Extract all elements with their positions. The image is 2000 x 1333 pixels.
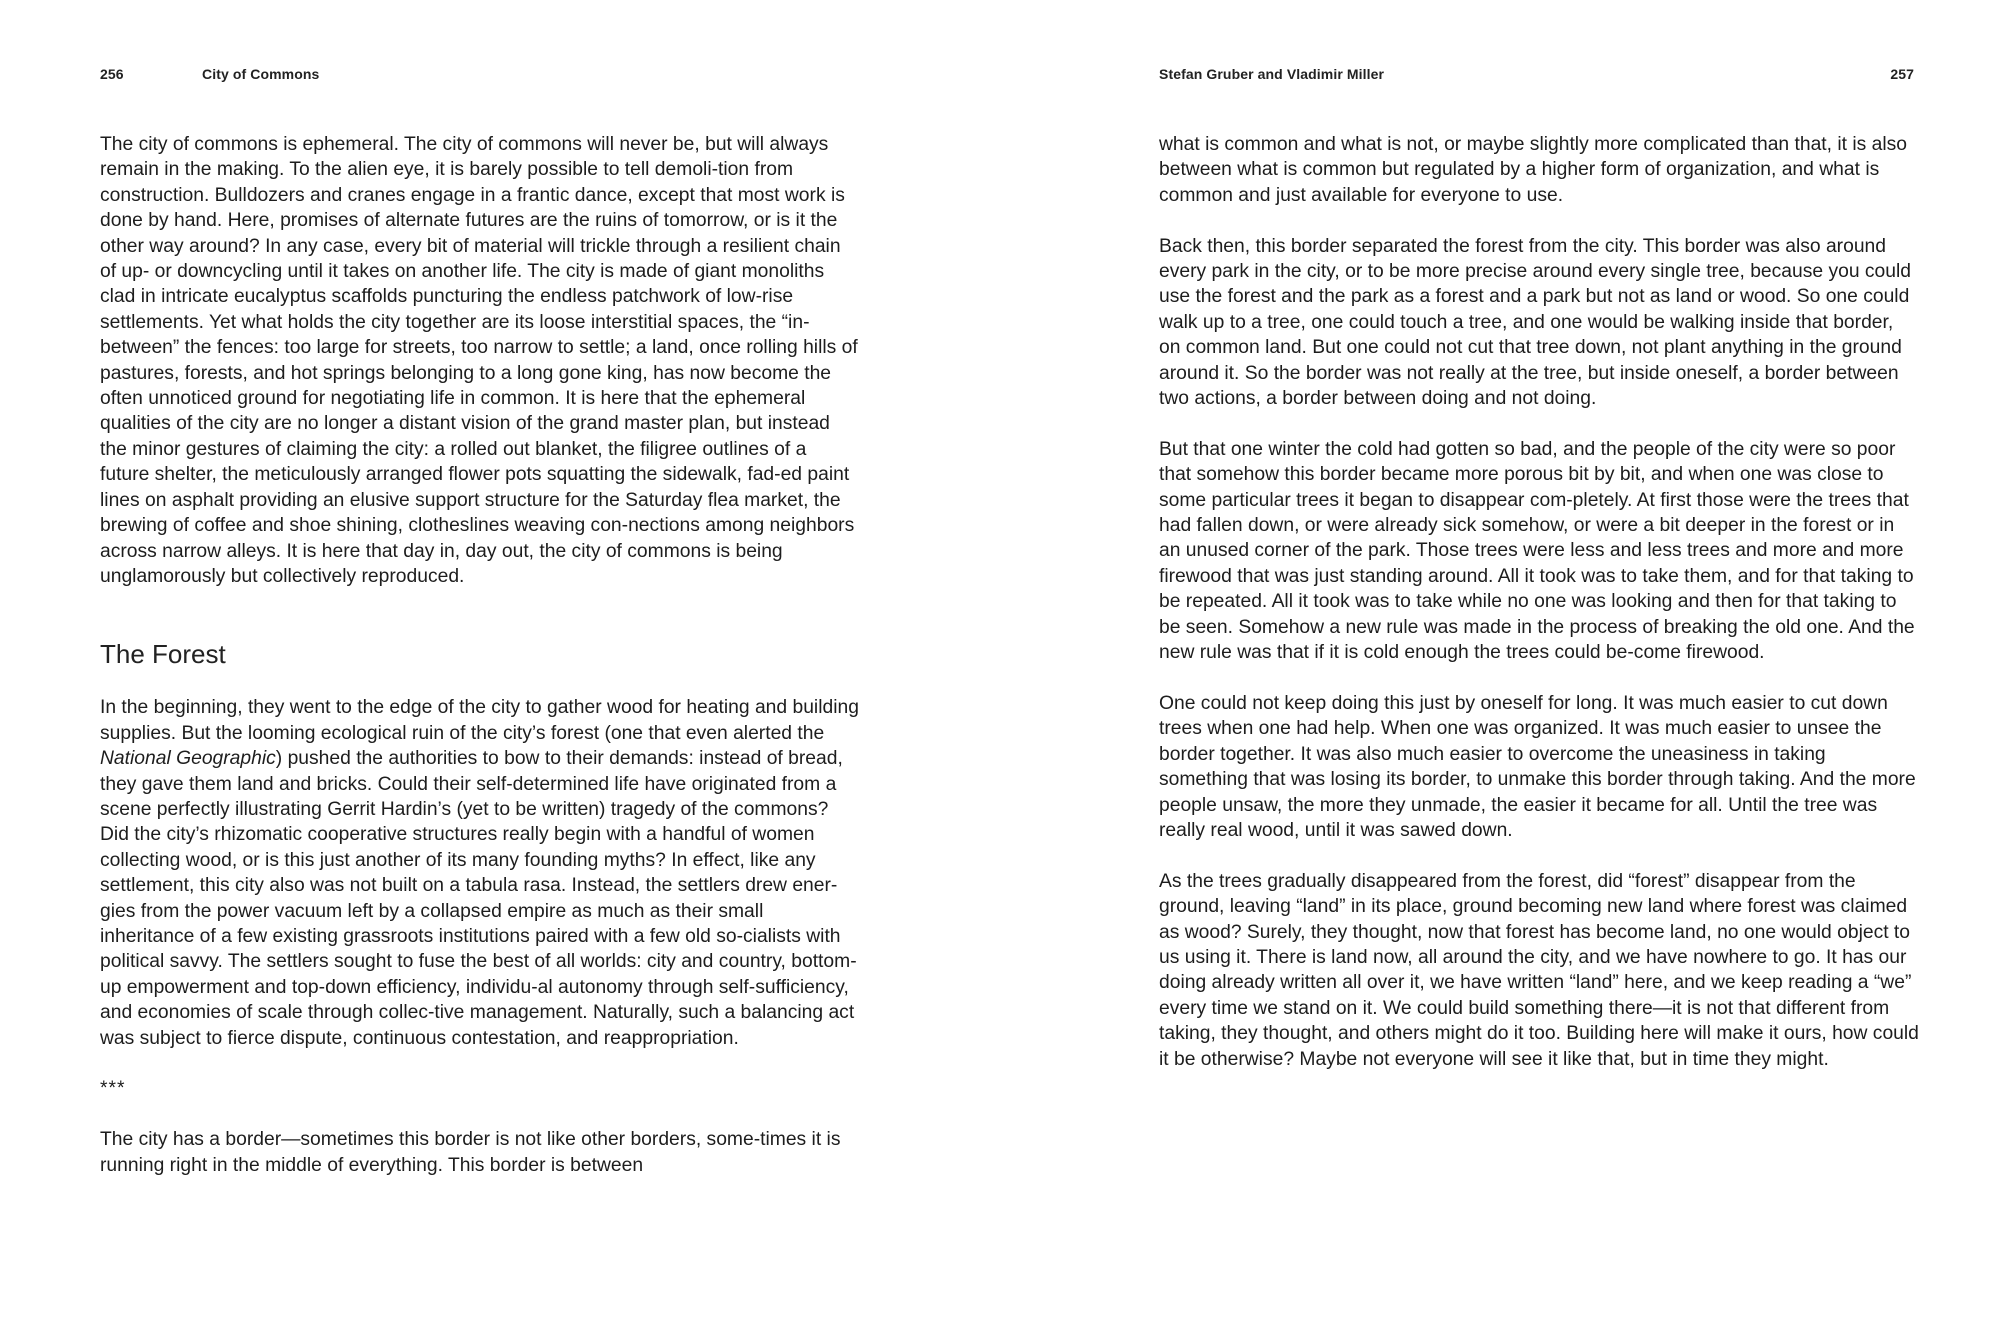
left-body-text (100, 132, 860, 1203)
section-heading: The Forest (100, 639, 226, 670)
right-page-number: 257 (1890, 66, 1914, 82)
left-running-title: City of Commons (202, 66, 320, 82)
right-paragraph-3: But that one winter the cold had gotten so bad, and the people of the city were so poor that somehow this border became more porous bit by bit, and when one was close to some particular trees it began to disappear com-pletely. At first those were the trees that had fallen down, or were already sick somehow, or were a bit deeper in the forest or in an unused corner of the park. Those trees were less and less trees and more and more firewood that was just standing around. All it took was to take them, and for that taking to be repeated. All it took was to take while no one was looking and then for that taking to be seen. Somehow a new rule was made in the process of breaking the old one. And the new rule was that if it is cold enough the trees could be-come firewood. (1159, 438, 1915, 664)
left-page-number: 256 (100, 66, 124, 82)
forest-paragraph-italic: National Geographic (100, 748, 276, 770)
right-paragraph-1: what is common and what is not, or maybe slightly more complicated than that, it is also between what is common but regulated by a higher form of organization, and what is common and just available for everyone to use. (1159, 134, 1908, 206)
border-paragraph: The city has a border—sometimes this border is not like other borders, some-times it is running right in the middle of everything. This border is between (100, 1129, 841, 1176)
right-paragraph-5: As the trees gradually disappeared from the forest, did “forest” disappear from the ground, leaving “land” in its place, ground becoming new land where forest was claimed as wood? Surely, they thought, now that forest has become land, no one would object to us using it. There is land now, all around the city, and we have nowhere to go. It has our doing already written all over it, we have written “land” here, and we keep reading a “we” every time we stand on it. We could build something there—it is not that different from taking, they thought, and others might do it too. Building here will make it ours, how could it be otherwise? Maybe not everyone will see it like that, but in time they might. (1159, 870, 1919, 1070)
forest-paragraph-part2: ) pushed the authorities to bow to their demands: instead of bread, they gave them land and bricks. Could their self-determined life have originated from a scene perfectly illustrating Gerrit Hardin’s (yet to be written) tragedy of the commons? Did the city’s rhizomatic cooperative structures really begin with a handful of women collecting wood, or is this just another of its many founding myths? In effect, like any settlement, this city also was not built on a tabula rasa. Instead, the settlers drew ener-gies from the power vacuum left by a collapsed empire as much as their small inheritance of a few existing grassroots institutions paired with a few old so-cialists with political savvy. The settlers sought to fuse the best of all worlds: city and country, bottom-up empowerment and top-down efficiency, individu-al autonomy through self-sufficiency, and economies of scale through collec-tive management. Naturally, such a balancing act was subject to fierce dispute, continuous contestation, and reappropriation. (100, 748, 857, 1049)
intro-paragraph: The city of commons is ephemeral. The city of commons will never be, but will always remain in the making. To the alien eye, it is barely possible to tell demoli-tion from construction. Bulldozers and cranes engage in a frantic dance, except that most work is done by hand. Here, promises of alternate futures are the ruins of tomorrow, or is it the other way around? In any case, every bit of material will trickle through a resilient chain of up- or downcycling until it takes on another life. The city is made of giant monoliths clad in intricate eucalyptus scaffolds puncturing the endless patchwork of low-rise settlements. Yet what holds the city together are its loose interstitial spaces, the “in-between” the fences: too large for streets, too narrow to settle; a land, once rolling hills of pastures, forests, and hot springs belonging to a long gone king, has now become the often unnoticed ground for negotiating life in common. It is here that the ephemeral qualities of the city are no longer a distant vision of the grand master plan, but instead the minor gestures of claiming the city: a rolled out blanket, the filigree outlines of a future shelter, the meticulously arranged flower pots squatting the sidewalk, fad-ed paint lines on asphalt providing an elusive support structure for the Saturday flea market, the brewing of coffee and shoe shining, clotheslines weaving con-nections among neighbors across narrow alleys. It is here that day in, day out, the city of commons is being unglamorously but collectively reproduced. (100, 134, 858, 587)
right-running-title: Stefan Gruber and Vladimir Miller (1159, 66, 1385, 82)
right-paragraph-4: One could not keep doing this just by oneself for long. It was much easier to cut down trees when one had help. When one was organized. It was much easier to unsee the border together. It was also much easier to overcome the uneasiness in taking something that was losing its border, to unmake this border through taking. And the more people unsaw, the more they unmade, the easier it became for all. Until the tree was really real wood, until it was sawed down. (1159, 692, 1916, 841)
right-body-text (1159, 132, 1919, 1097)
separator: *** (100, 1078, 126, 1100)
forest-paragraph (100, 695, 860, 1051)
right-paragraph-2: Back then, this border separated the forest from the city. This border was also around every park in the city, or to be more precise around every single tree, because you could use the forest and the park as a forest and a park but not as land or wood. So one could walk up to a tree, one could touch a tree, and one would be walking inside that border, on common land. But one could not cut that tree down, not plant anything in the ground around it. So the border was not really at the tree, but inside oneself, a border between two actions, a border between doing and not doing. (1159, 235, 1912, 410)
forest-paragraph-part1: In the beginning, they went to the edge of the city to gather wood for heating and building supplies. But the looming ecological ruin of the city’s forest (one that even alerted the (100, 697, 859, 744)
